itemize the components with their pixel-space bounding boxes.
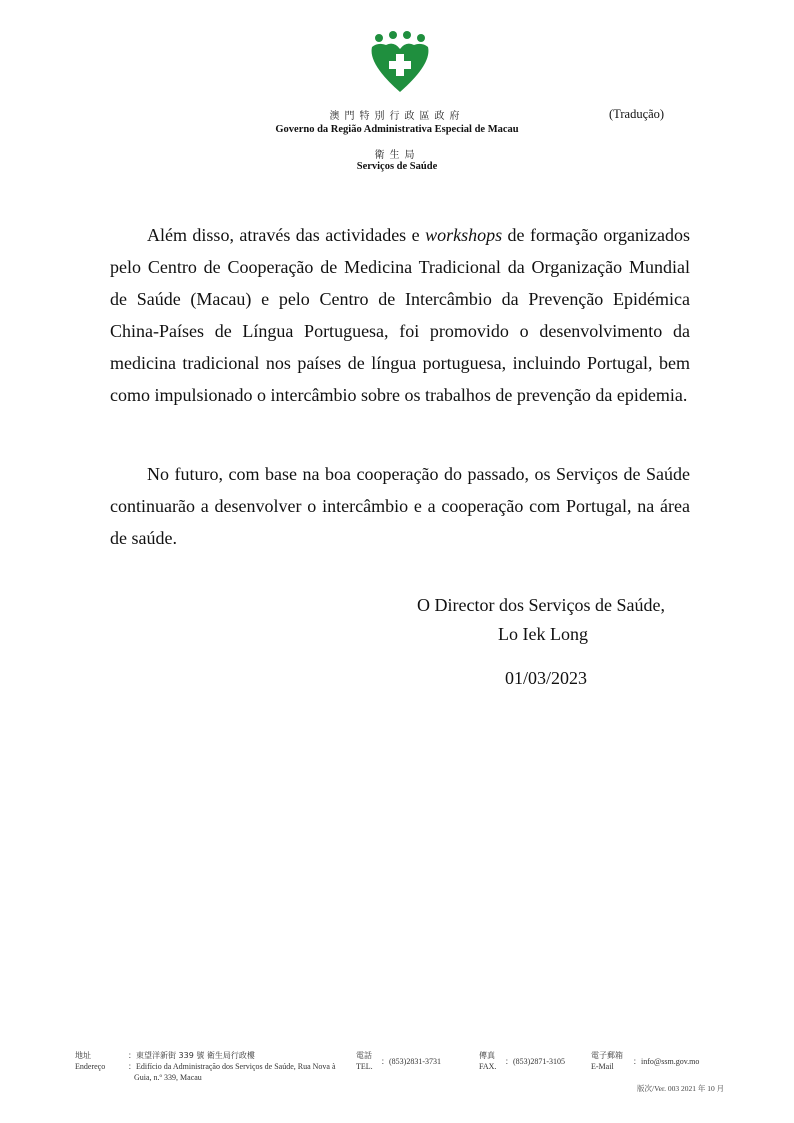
emphasis-workshops: workshops — [425, 225, 503, 245]
dept-name-zh: 衛生局 — [374, 150, 420, 161]
signature-name: Lo Iek Long — [498, 624, 588, 644]
gov-name-zh: 澳門特別行政區政府 — [329, 111, 465, 122]
footer-tel-label: 電話 TEL. — [356, 1051, 373, 1071]
health-services-logo-icon — [370, 30, 430, 94]
footer-fax-label: 傳真 FAX. — [479, 1051, 497, 1071]
footer-email[interactable]: ：info@ssm.gov.mo — [633, 1057, 700, 1066]
version-note: 版次/Ver. 003 2021 年 10 月 — [637, 1084, 725, 1093]
signature-date: 01/03/2023 — [505, 668, 588, 688]
paragraph-2: No futuro, com base na boa cooperação do passado, os Serviços de Saúde continuarão a desenvolver o intercâmbio e a cooperação com Portugal, na área de saúde. — [110, 464, 690, 548]
paragraph-1: Além disso, através das actividades e workshops de formação organizados pelo Centro de Cooperação de Medicina Tradicional da Organização Mundial de Saúde (Macau) e pelo Centro de Intercâmbio da Prevenção Epidémica China-Países de Língua Portuguesa, foi promovido o desenvolvimento da medicina tradicional nos países de língua portuguesa, incluindo Portugal, bem como impulsionado o intercâmbio sobre os trabalhos de prevenção da epidemia. — [110, 225, 691, 405]
signature-title: O Director dos Serviços de Saúde, — [417, 595, 665, 615]
dept-name-pt: Serviços de Saúde — [356, 161, 438, 172]
footer-email-label: 電子郵箱 E-Mail — [591, 1051, 623, 1071]
gov-name-pt: Governo da Região Administrativa Especial de Macau — [275, 124, 519, 135]
footer-tel: ：(853)2831-3731 — [381, 1057, 441, 1066]
footer-address-label: 地址 Endereço — [75, 1051, 106, 1071]
footer-fax: ：(853)2871-3105 — [505, 1057, 565, 1066]
translation-note: (Tradução) — [609, 107, 665, 121]
footer-address: ：東望洋新街 339 號 衛生局行政樓 ：Edifício da Administração dos Serviços de Saúde, Rua Nova à Guia, n.º 339, Macau — [128, 1051, 336, 1082]
